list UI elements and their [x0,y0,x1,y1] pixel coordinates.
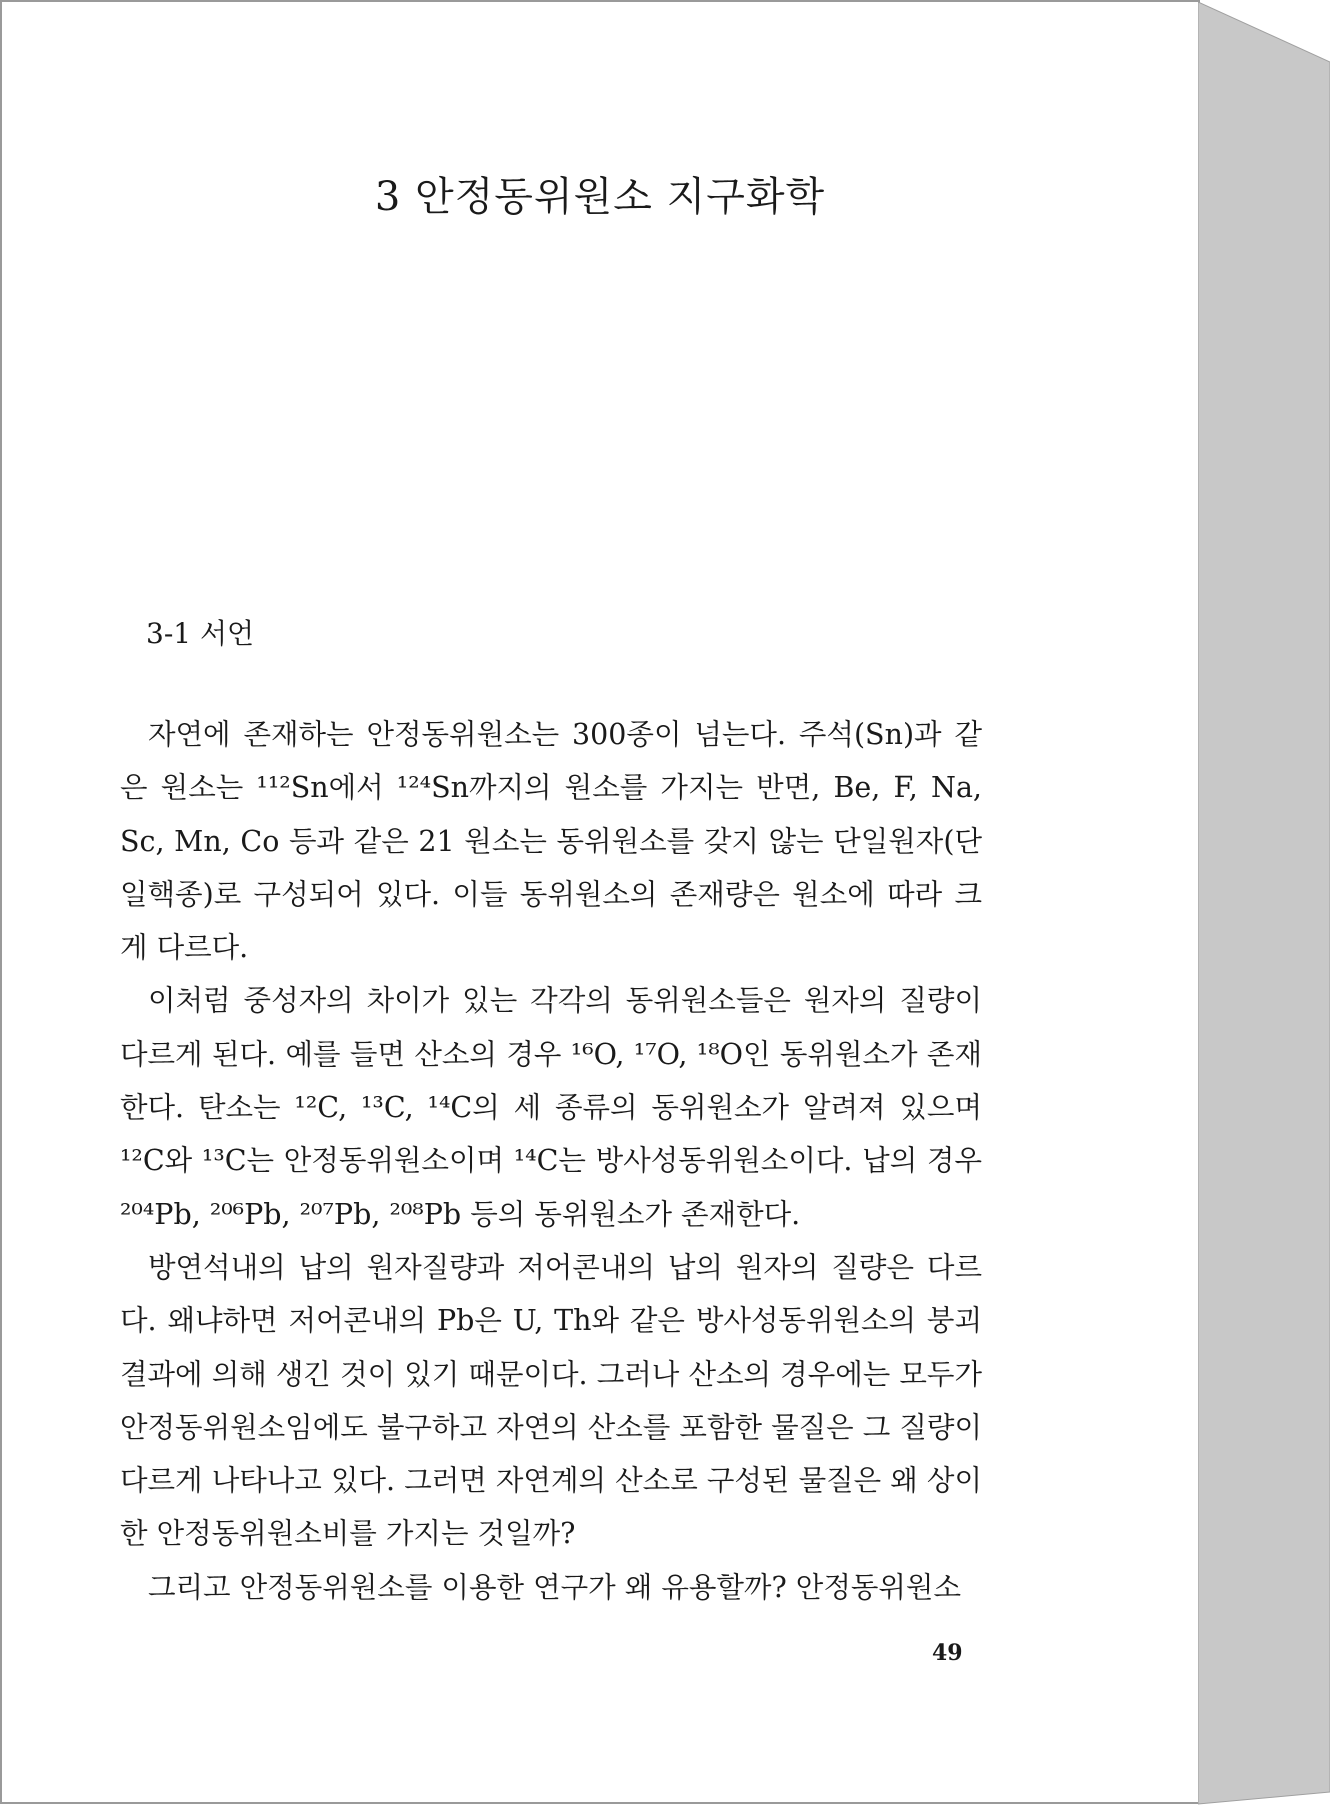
paragraph: 그리고 안정동위원소를 이용한 연구가 왜 유용할까? 안정동위원소 [148,1570,961,1604]
body-text [120,708,982,1614]
paragraph: 방연석내의 납의 원자질량과 저어콘내의 납의 원자의 질량은 다르다. 왜냐하면 저어콘내의 Pb은 U, Th와 같은 방사성동위원소의 붕괴결과에 의해 생긴 것이 있기 때문이다. 그러나 산소의 경우에는 모두가 안정동위원소임에도 불구하고 자연의 산소를 포함한 물질은 그 질량이 다르게 나타나고 있다. 그러면 자연계의 산소로 구성된 물질은 왜 상이한 안정동위원소비를 가지는 것일까? [120,1250,982,1551]
book-side-shape [1198,0,1330,1806]
book-side-edge [1198,0,1330,1806]
paragraph: 이처럼 중성자의 차이가 있는 각각의 동위원소들은 원자의 질량이 다르게 된다. 예를 들면 산소의 경우 ¹⁶O, ¹⁷O, ¹⁸O인 동위원소가 존재한다. 탄소는 ¹²C, ¹³C, ¹⁴C의 세 종류의 동위원소가 알려져 있으며 ¹²C와 ¹³C는 안정동위원소이며 ¹⁴C는 방사성동위원소이다. 납의 경우 ²⁰⁴Pb, ²⁰⁶Pb, ²⁰⁷Pb, ²⁰⁸Pb 등의 동위원소가 존재한다. [120,984,982,1231]
page-number: 49 [932,1640,963,1666]
section-heading: 3-1 서언 [146,617,255,650]
paragraph: 자연에 존재하는 안정동위원소는 300종이 넘는다. 주석(Sn)과 같은 원소는 ¹¹²Sn에서 ¹²⁴Sn까지의 원소를 가지는 반면, Be, F, Na, Sc, Mn, Co 등과 같은 21 원소는 동위원소를 갖지 않는 단일원자(단일핵종)로 구성되어 있다. 이들 동위원소의 존재량은 원소에 따라 크게 다르다. [120,718,982,965]
chapter-title: 3 안정동위원소 지구화학 [374,174,826,220]
